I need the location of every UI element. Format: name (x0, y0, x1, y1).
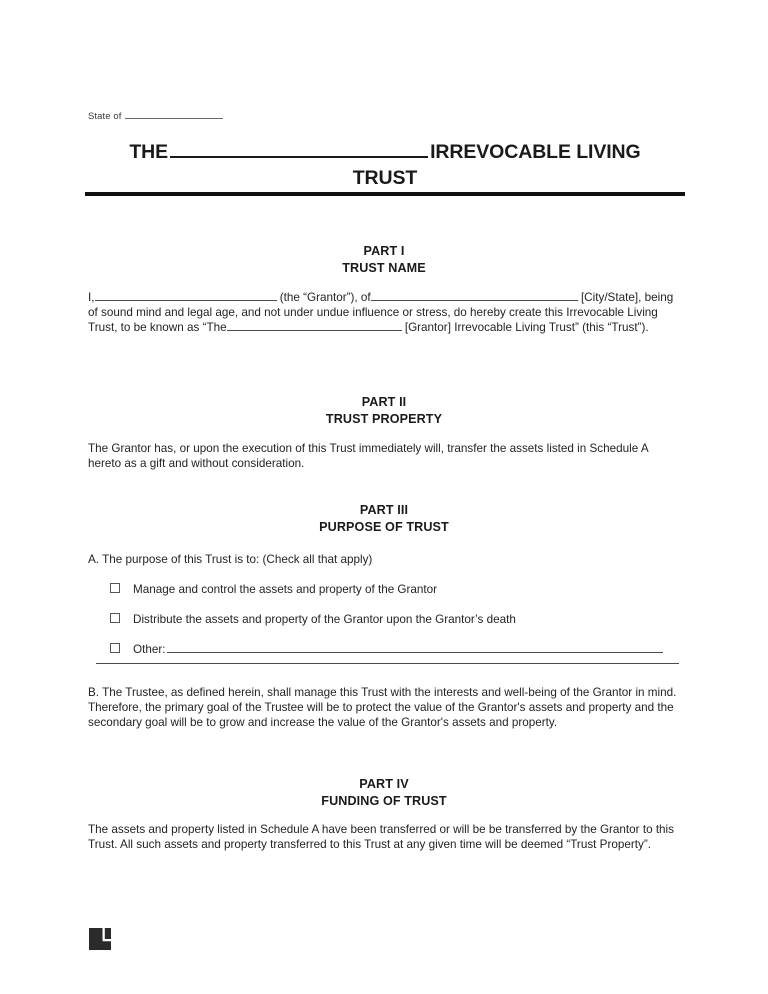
part-3-title: PURPOSE OF TRUST (319, 520, 449, 534)
purpose-option-3[interactable] (110, 642, 682, 657)
purpose-option-2[interactable] (110, 612, 682, 627)
part-3-number: PART III (359, 503, 409, 517)
part-1-number: PART I (363, 244, 405, 258)
trust-name-blank[interactable] (227, 320, 402, 331)
part-2-number: PART II (361, 395, 407, 409)
other-purpose-blank[interactable] (167, 642, 663, 653)
city-state-blank[interactable] (371, 290, 578, 301)
part-1-text-3: [City/State], being of sound mind and legal age, and not under undue influence or stress, do hereby create this Irrevocable Living Trust, to be known as “The (88, 291, 674, 335)
part-4-number: PART IV (359, 777, 409, 791)
purpose-option-2-label: Distribute the assets and property of the Grantor upon the Grantor’s death (133, 613, 516, 626)
part-4-title: FUNDING OF TRUST (321, 794, 447, 808)
part-1-text-1: I, (88, 291, 95, 304)
state-of-field (88, 109, 223, 122)
part-1-text-2: (the “Grantor”), of (279, 291, 371, 304)
purpose-option-3-label: Other: (133, 643, 166, 656)
checkbox-icon[interactable] (110, 643, 120, 653)
state-of-label: State of (88, 111, 122, 122)
part-2-body: The Grantor has, or upon the execution of this Trust immediately will, transfer the assets listed in Schedule A hereto as a gift and without consideration. (88, 442, 648, 471)
title-name-blank[interactable] (170, 139, 428, 158)
part-4-heading (88, 776, 680, 810)
state-of-blank[interactable] (125, 109, 223, 119)
title-second-line: TRUST (352, 167, 418, 189)
part-1-text-4: [Grantor] Irrevocable Living Trust” (this “Trust”). (404, 321, 649, 335)
checkbox-icon[interactable] (110, 583, 120, 593)
part-4-body: The assets and property listed in Schedule A have been transferred or will be be transferred by the Grantor to this Trust. All such assets and property transferred to this Trust at any given time will be deemed “Trust Property”. (88, 823, 675, 852)
title-suffix: IRREVOCABLE LIVING (430, 141, 641, 163)
legal-templates-logo-icon (89, 928, 111, 950)
page-title (88, 139, 682, 191)
part-2-title: TRUST PROPERTY (325, 412, 443, 426)
grantor-name-blank[interactable] (95, 290, 277, 301)
part-1-body (88, 290, 680, 336)
title-prefix: THE (129, 141, 169, 163)
purpose-option-1-label: Manage and control the assets and property of the Grantor (133, 583, 438, 596)
part-3-item-a: A. The purpose of this Trust is to: (Check all that apply) (88, 553, 373, 566)
checkbox-icon[interactable] (110, 613, 120, 623)
part-2-heading (88, 394, 680, 428)
purpose-option-1[interactable] (110, 582, 682, 597)
part-3-item-b: B. The Trustee, as defined herein, shall manage this Trust with the interests and well-being of the Grantor in mind. Therefore, the primary goal of the Trustee will be to protect the value of the Grantor's assets and property and the secondary goal will be to grow and increase the value of the Grantor's assets and property. (88, 686, 677, 730)
other-purpose-blank-line-2[interactable] (96, 663, 679, 664)
part-1-title: TRUST NAME (342, 261, 426, 275)
title-divider (85, 192, 685, 196)
part-1-heading (88, 243, 680, 277)
part-3-heading (88, 502, 680, 536)
